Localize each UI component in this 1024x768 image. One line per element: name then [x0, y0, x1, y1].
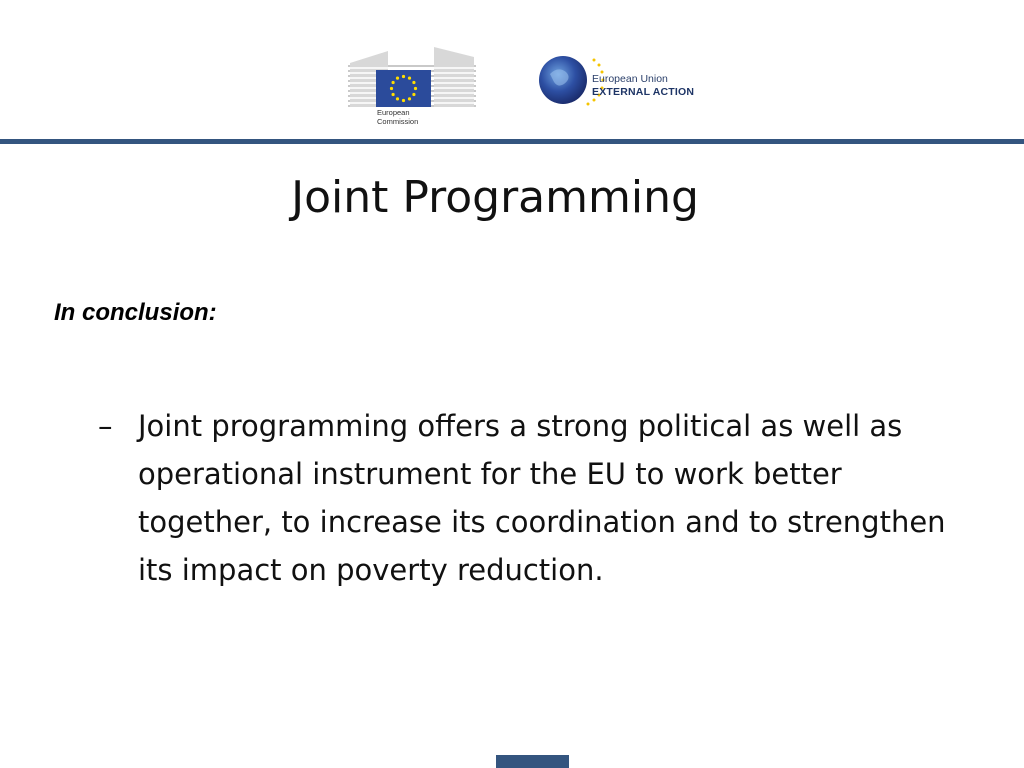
bullet-text: Joint programming offers a strong political as well as operational instrument for the EU to work better together, to increase its coordination and to strengthen its impact on poverty reduction.	[138, 409, 946, 587]
footer-accent-tab	[496, 755, 569, 768]
bullet-dash-marker: –	[98, 409, 113, 443]
eeas-logo-line2: EXTERNAL ACTION	[592, 86, 695, 98]
eeas-logo-line1: European Union	[592, 73, 668, 85]
european-commission-caption: European Commission	[377, 108, 419, 126]
slide-title: Joint Programming	[291, 172, 699, 223]
header-divider	[0, 139, 1024, 144]
slide-subheading: In conclusion:	[54, 299, 217, 326]
